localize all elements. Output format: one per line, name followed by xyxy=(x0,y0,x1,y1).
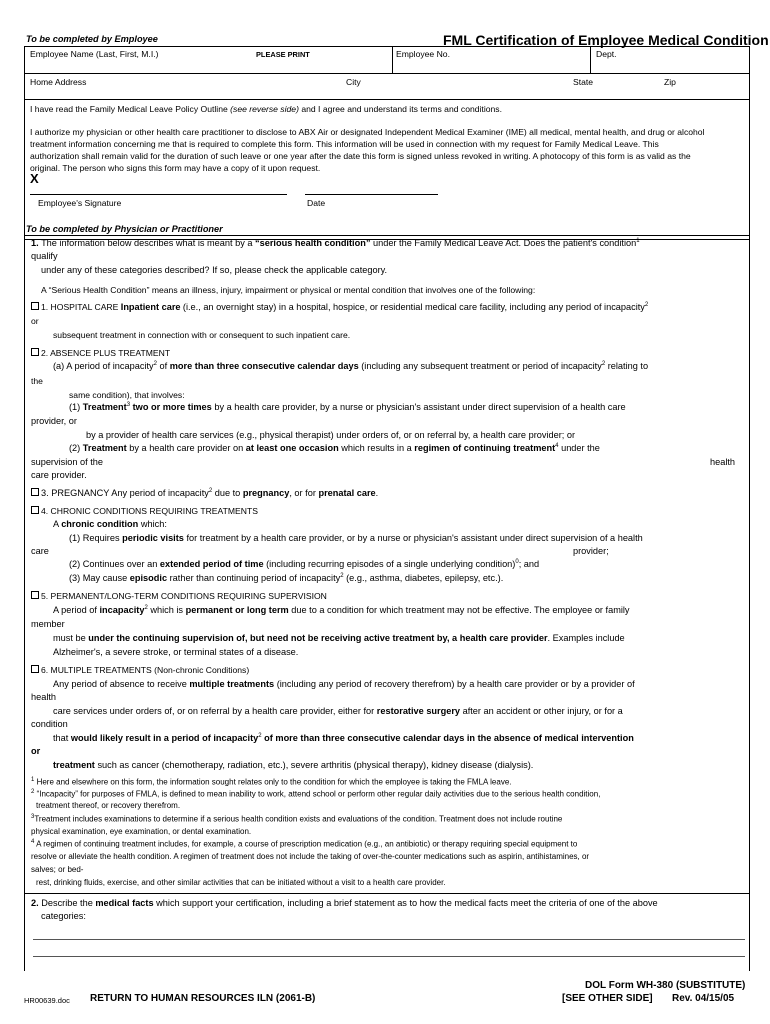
category-3 xyxy=(31,488,378,498)
text: the xyxy=(31,376,43,386)
footnote-3 xyxy=(31,814,562,824)
text: which is xyxy=(150,605,184,616)
physician-section-heading: To be completed by Physician or Practitioner xyxy=(26,224,223,234)
text xyxy=(53,605,630,615)
category-5 xyxy=(31,591,327,601)
text: care provider. xyxy=(31,470,87,480)
emphasis: pregnancy xyxy=(242,488,290,499)
authorization-line: authorization shall remain valid for the duration of such leave or one year after the date this form is signed unless revoked in writing. A photocopy of this form is as valid as the xyxy=(30,151,691,161)
signature-line[interactable] xyxy=(30,194,287,195)
text xyxy=(69,402,626,412)
category-4-checkbox[interactable] xyxy=(31,506,39,514)
emphasis: regimen of continuing treatment xyxy=(414,443,556,454)
emphasis: episodic xyxy=(129,573,168,584)
text: A xyxy=(53,519,59,529)
text: under any of these categories described? If so, please check the applicable category. xyxy=(41,265,388,275)
employee-section-heading: To be completed by Employee xyxy=(26,34,158,44)
state-field[interactable] xyxy=(572,87,657,98)
footnote-text: physical examination, eye examination, or dental examination. xyxy=(31,827,252,836)
footnote-marker: 1 xyxy=(31,777,35,783)
footnote-text: “Incapacity” for purposes of FMLA, is defined to mean inability to work, attend school or perform other regular daily activities due to the serious health condition, xyxy=(36,789,601,799)
text: under the Family Medical Leave Act. Does the patient's condition xyxy=(372,238,637,249)
see-other-side: [SEE OTHER SIDE] xyxy=(562,993,653,1004)
text: Alzheimer's, a severe stroke, or terminal states of a disease. xyxy=(53,647,299,657)
emphasis: incapacity xyxy=(99,605,145,616)
footnote-marker: 3 xyxy=(31,814,35,820)
text: subsequent treatment in connection with or consequent to such inpatient care. xyxy=(53,330,351,340)
text: . xyxy=(375,488,379,499)
text: member xyxy=(31,619,65,629)
employee-no-label: Employee No. xyxy=(396,49,450,59)
return-instruction: RETURN TO HUMAN RESOURCES ILN (2061-B) xyxy=(90,993,316,1004)
document-id: HR00639.doc xyxy=(24,996,70,1005)
text: ; and xyxy=(518,559,540,570)
definition-line: A “Serious Health Condition” means an illness, injury, impairment or physical or mental condition that involves one of the following: xyxy=(41,285,536,295)
footnote-ref: 2 xyxy=(258,733,262,739)
text: The information below describes what is meant by a xyxy=(41,238,253,249)
text: care services under orders of, or on referral by a health care provider, either for xyxy=(53,706,375,716)
text: health xyxy=(710,457,736,467)
footnote-1 xyxy=(31,777,512,787)
text xyxy=(53,679,635,689)
text: categories: xyxy=(41,911,86,921)
text: or xyxy=(31,316,39,326)
city-field[interactable] xyxy=(344,87,564,98)
text: (a) A period of incapacity xyxy=(53,361,154,372)
text xyxy=(69,533,643,543)
emphasis: chronic condition xyxy=(61,519,139,529)
emphasis: of more than three consecutive calendar days in the absence of medical intervention xyxy=(264,733,634,744)
text: that xyxy=(53,733,69,744)
footnote-ref: 2 xyxy=(144,605,148,611)
text: (2) Continues over an xyxy=(69,559,158,570)
footnote-text: salves; or bed- xyxy=(31,865,84,874)
category-5-checkbox[interactable] xyxy=(31,591,39,599)
text: which: xyxy=(140,519,167,529)
emphasis: Inpatient care xyxy=(120,302,181,312)
text xyxy=(69,443,600,453)
text: or xyxy=(31,746,41,756)
policy-statement xyxy=(30,104,502,114)
dept-field[interactable] xyxy=(594,60,744,72)
text: supervision of the xyxy=(31,457,104,467)
signature-x-mark: X xyxy=(30,171,39,186)
category-4 xyxy=(31,506,258,516)
footnote-ref: 0 xyxy=(515,559,519,565)
category-title: 1. HOSPITAL CARE xyxy=(41,302,119,312)
footnote-ref: 2 xyxy=(153,361,157,367)
footnote-text: resolve or alleviate the health condition. A regimen of treatment does not include the taking of over-the-counter medications such as aspirin, antihistamines, or xyxy=(31,852,590,861)
question-number: 2. xyxy=(31,898,39,908)
policy-text: and I agree and understand its terms and conditions. xyxy=(301,104,502,114)
category-6 xyxy=(31,665,249,675)
footnote-marker: 4 xyxy=(31,839,35,845)
footnote-ref: 2 xyxy=(208,488,213,494)
dept-label: Dept. xyxy=(596,49,617,59)
text xyxy=(53,519,167,529)
text xyxy=(53,760,533,770)
category-title: 2. ABSENCE PLUS TREATMENT xyxy=(41,348,171,358)
text: Any period of incapacity xyxy=(111,488,209,499)
emphasis: permanent or long term xyxy=(185,605,289,616)
question-number: 1. xyxy=(31,238,39,249)
category-6-checkbox[interactable] xyxy=(31,665,39,673)
category-2 xyxy=(31,348,170,358)
text: of xyxy=(159,361,168,372)
text: Describe the xyxy=(41,898,93,908)
text: (e.g., asthma, diabetes, epilepsy, etc.). xyxy=(346,573,504,584)
text xyxy=(69,573,503,583)
text: which results in a xyxy=(341,443,412,454)
footnote-ref: 2 xyxy=(644,302,649,309)
footnote-text: A regimen of continuing treatment includes, for example, a course of prescription medication (e.g., an antibiotic) or therapy requiring special equipment to xyxy=(36,839,578,849)
text: (2) xyxy=(69,443,81,454)
policy-reference: (see reverse side) xyxy=(230,104,299,114)
please-print-note: PLEASE PRINT xyxy=(256,50,310,59)
category-1 xyxy=(31,302,648,312)
footnote-text: treatment thereof, or recovery therefrom. xyxy=(36,801,181,810)
emphasis: “serious health condition” xyxy=(255,238,371,249)
text: under the xyxy=(561,443,600,454)
divider xyxy=(24,893,750,894)
text: same condition), that involves: xyxy=(69,390,185,400)
footnote-text: Here and elsewhere on this form, the information sought relates only to the condition for which the employee is taking the FMLA leave. xyxy=(36,777,512,787)
footnote-ref: 4 xyxy=(555,443,559,449)
zip-field[interactable] xyxy=(662,87,746,98)
emphasis: at least one occasion xyxy=(245,443,339,454)
category-2-checkbox[interactable] xyxy=(31,348,39,356)
emphasis: Treatment xyxy=(82,443,127,454)
text: qualify xyxy=(31,251,58,261)
emphasis: two or more times xyxy=(132,402,212,413)
text: (including recurring episodes of a single underlying condition) xyxy=(266,559,516,570)
text: after an accident or other injury, or for a xyxy=(462,706,623,716)
text: for treatment by a health care provider, or by a nurse or physician's assistant under direct supervision of a health xyxy=(186,533,643,543)
footnote-marker: 2 xyxy=(31,789,35,795)
text: , or for xyxy=(289,488,316,499)
text: (including any subsequent treatment or period of incapacity xyxy=(361,361,602,372)
employee-name-label: Employee Name (Last, First, M.I.) xyxy=(30,49,159,59)
text xyxy=(69,559,539,569)
text: due to a condition for which treatment may not be effective. The employee or family xyxy=(291,605,630,616)
emphasis: more than three consecutive calendar days xyxy=(169,361,359,372)
footnote-ref: 3 xyxy=(126,402,131,408)
text: must be xyxy=(53,633,86,643)
medical-facts-line[interactable] xyxy=(33,956,745,957)
text: by a health care provider, by a nurse or physician's assistant under direct supervision of a health care xyxy=(214,402,626,413)
text xyxy=(53,633,625,643)
footnote-4 xyxy=(31,839,577,849)
text: (including any period of recovery therefrom) by a health care provider or by a provider of xyxy=(276,679,635,689)
text: . Examples include xyxy=(547,633,625,643)
zip-label: Zip xyxy=(664,77,676,87)
form-title: FML Certification of Employee Medical Condition xyxy=(443,32,769,48)
text: (1) Requires xyxy=(69,533,120,543)
footnote-ref: 2 xyxy=(601,361,606,367)
text: care xyxy=(31,546,49,556)
divider xyxy=(24,73,750,74)
text: such as cancer (chemotherapy, radiation, etc.), severe arthritis (physical therapy), kidney disease (dialysis). xyxy=(97,760,534,770)
text: A period of xyxy=(53,605,97,616)
emphasis: treatment xyxy=(53,760,95,770)
footnote-text: rest, drinking fluids, exercise, and other similar activities that can be initiated without a visit to a health care provider. xyxy=(36,878,446,887)
date-label: Date xyxy=(307,198,326,208)
home-address-field[interactable] xyxy=(28,87,338,98)
text: provider; xyxy=(573,546,609,556)
text xyxy=(53,361,648,371)
category-title: 3. PREGNANCY xyxy=(41,488,110,499)
medical-facts-line[interactable] xyxy=(33,939,745,940)
text: relating to xyxy=(607,361,649,372)
text: (1) xyxy=(69,402,81,413)
employee-no-field[interactable] xyxy=(396,60,586,72)
footnote-ref: 2 xyxy=(340,573,344,579)
city-label: City xyxy=(346,77,361,87)
text: Any period of absence to receive xyxy=(53,679,187,689)
text: health xyxy=(31,692,57,702)
question-2 xyxy=(31,898,658,908)
text xyxy=(53,706,623,716)
authorization-line: I authorize my physician or other health care practitioner to disclose to ABX Air or designated Independent Medical Examiner (IME) all medical, mental health, and drug or alcohol xyxy=(30,127,705,137)
category-title: 5. PERMANENT/LONG-TERM CONDITIONS REQUIRING SUPERVISION xyxy=(41,591,327,601)
emphasis: medical facts xyxy=(95,898,154,908)
text xyxy=(53,733,634,743)
state-label: State xyxy=(573,77,594,87)
emphasis: periodic visits xyxy=(122,533,184,543)
date-line[interactable] xyxy=(305,194,438,195)
revision-date: Rev. 04/15/05 xyxy=(672,993,735,1004)
emphasis: Treatment xyxy=(82,402,127,413)
authorization-line: treatment information concerning me that is required to complete this form. This information will be used in connection with my request for Family Medical Leave. This xyxy=(30,139,659,149)
emphasis: prenatal care xyxy=(318,488,376,499)
emphasis: would likely result in a period of incapacity xyxy=(70,733,259,744)
category-title: 6. MULTIPLE TREATMENTS (Non-chronic Conditions) xyxy=(41,665,250,675)
form-id: DOL Form WH-380 (SUBSTITUTE) xyxy=(585,980,746,991)
text: by a provider of health care services (e.g., physical therapist) under orders of, or on referral by, a health care provider; or xyxy=(86,430,576,440)
divider xyxy=(392,46,393,73)
divider xyxy=(24,99,750,100)
divider xyxy=(590,46,591,73)
policy-text: I have read the Family Medical Leave Policy Outline xyxy=(30,104,228,114)
text: (3) May cause xyxy=(69,573,128,584)
category-title: 4. CHRONIC CONDITIONS REQUIRING TREATMENTS xyxy=(41,506,258,516)
text: provider, or xyxy=(31,416,77,426)
employee-name-field[interactable] xyxy=(28,60,388,72)
question-1 xyxy=(31,238,640,248)
text: (i.e., an overnight stay) in a hospital, hospice, or residential medical care facility, including any period of incapacity xyxy=(182,302,645,312)
emphasis: under the continuing supervision of, but need not be receiving active treatment by, a health care provider xyxy=(88,633,548,643)
text: rather than continuing period of incapacity xyxy=(169,573,341,584)
text: condition xyxy=(31,719,68,729)
footnote-2 xyxy=(31,789,600,799)
emphasis: extended period of time xyxy=(159,559,264,570)
footnote-ref: 1 xyxy=(636,238,640,244)
category-1-checkbox[interactable] xyxy=(31,302,39,310)
text: due to xyxy=(214,488,241,499)
text: by a health care provider on xyxy=(129,443,244,454)
home-address-label: Home Address xyxy=(30,77,87,87)
category-3-checkbox[interactable] xyxy=(31,488,39,496)
footnote-text: Treatment includes examinations to determine if a serious health condition exists and evaluations of the condition. Treatment does not include routine xyxy=(34,814,563,824)
authorization-line: original. The person who signs this form may have a copy of it upon request. xyxy=(30,163,321,173)
text: which support your certification, including a brief statement as to how the medical facts meet the criteria of one of the above xyxy=(156,898,658,908)
emphasis: multiple treatments xyxy=(189,679,275,689)
emphasis: restorative surgery xyxy=(376,706,461,716)
signature-label: Employee's Signature xyxy=(38,198,122,208)
